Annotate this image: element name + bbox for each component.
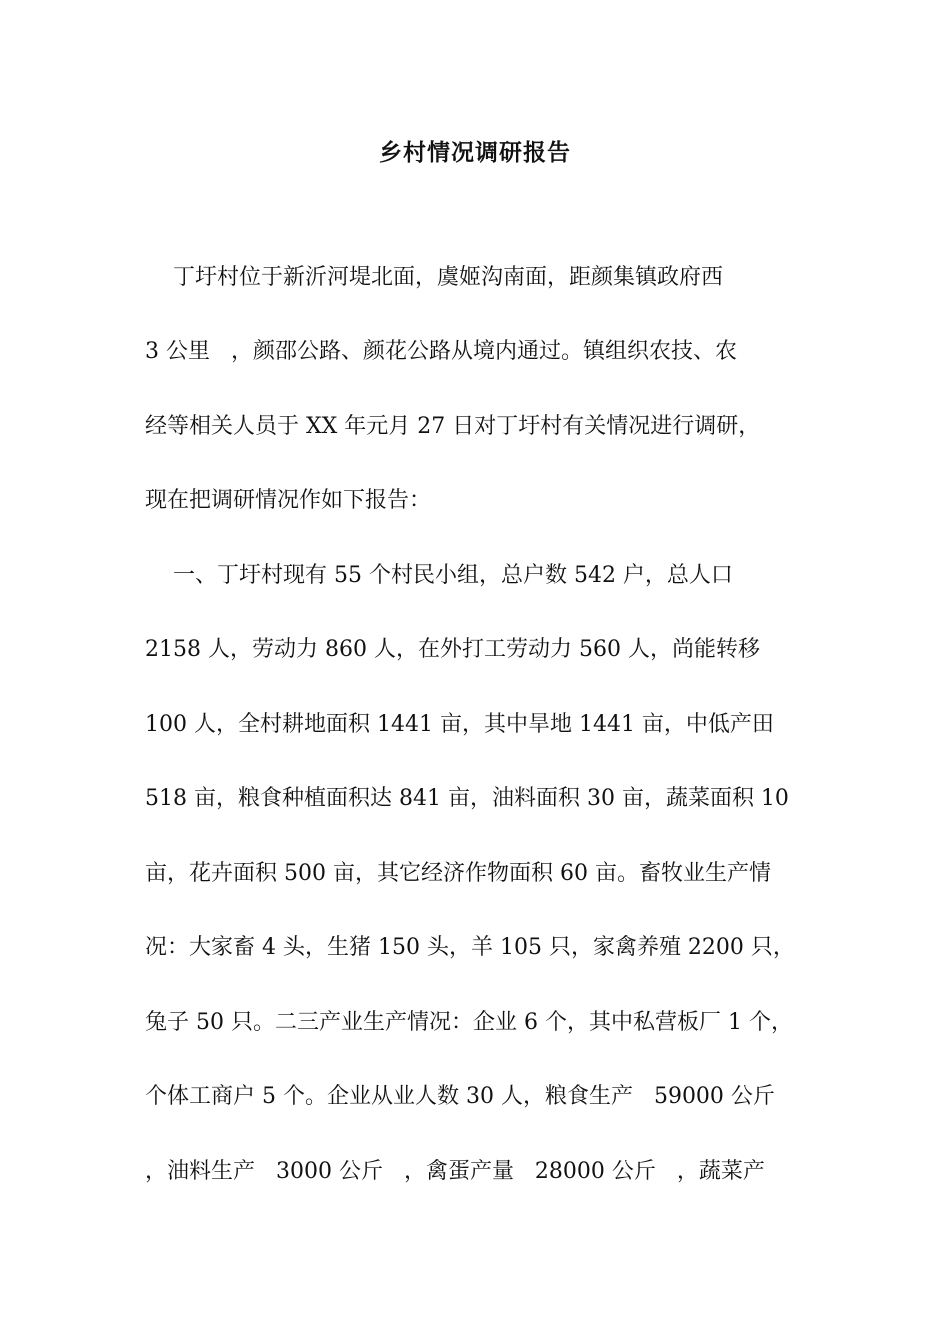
document-title: 乡村情况调研报告 — [379, 139, 571, 166]
paragraph-line: 况：大家畜 4 头，生猪 150 头，羊 105 只，家禽养殖 2200 只， — [145, 935, 795, 960]
paragraph-line: ，油料生产 3000 公斤 ，禽蛋产量 28000 公斤 ，蔬菜产 — [145, 1159, 765, 1184]
paragraph-line: 一、丁圩村现有 55 个村民小组，总户数 542 户，总人口 — [145, 563, 733, 588]
paragraph-line: 现在把调研情况作如下报告： — [145, 488, 432, 513]
paragraph-line: 亩，花卉面积 500 亩，其它经济作物面积 60 亩。畜牧业生产情 — [145, 861, 771, 886]
paragraph-line: 经等相关人员于 XX 年元月 27 日对丁圩村有关情况进行调研， — [145, 414, 761, 439]
paragraph-line: 2158 人，劳动力 860 人，在外打工劳动力 560 人，尚能转移 — [145, 637, 760, 662]
paragraph-line: 兔子 50 只。二三产业生产情况：企业 6 个，其中私营板厂 1 个， — [145, 1010, 793, 1035]
paragraph-line: 丁圩村位于新沂河堤北面，虞姬沟南面，距颜集镇政府西 — [145, 265, 723, 290]
paragraph-line: 518 亩，粮食种植面积达 841 亩，油料面积 30 亩，蔬菜面积 10 — [145, 786, 789, 811]
paragraph-line: 100 人，全村耕地面积 1441 亩，其中旱地 1441 亩，中低产田 — [145, 712, 774, 737]
paragraph-line: 3 公里 ，颜邵公路、颜花公路从境内通过。镇组织农技、农 — [145, 339, 737, 364]
paragraph-line: 个体工商户 5 个。企业从业人数 30 人，粮食生产 59000 公斤 — [145, 1084, 775, 1109]
